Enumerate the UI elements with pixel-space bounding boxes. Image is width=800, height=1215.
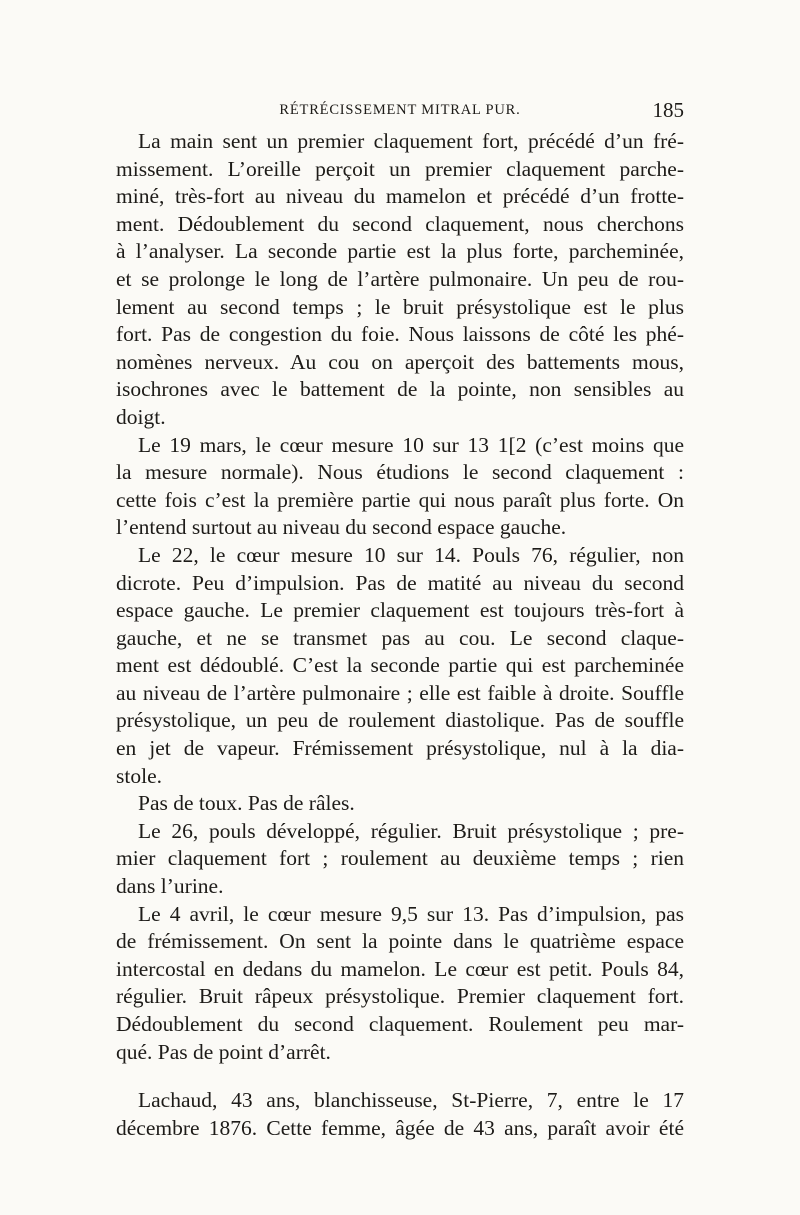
text-line: nomènes nerveux. Au cou on aperçoit des battements mous, (116, 349, 684, 374)
text-line: intercostal en dedans du mamelon. Le cœur est petit. Pouls 84, (116, 956, 684, 981)
text-line: décembre 1876. Cette femme, âgée de 43 ans, paraît avoir été (116, 1115, 684, 1140)
text-line: à l’analyser. La seconde partie est la plus forte, parcheminée, (116, 239, 684, 264)
text-line: Dédoublement du second claquement. Roulement peu mar- (116, 1012, 684, 1036)
paragraph (116, 818, 684, 901)
text-line: la mesure normale). Nous étudions le second claquement : (116, 460, 684, 485)
paragraph (116, 432, 684, 542)
text-line: Pas de toux. Pas de râles. (138, 791, 355, 816)
text-line: Le 4 avril, le cœur mesure 9,5 sur 13. Pas d’impulsion, pas (138, 901, 684, 926)
text-line: La main sent un premier claquement fort, précédé d’un fré- (138, 129, 684, 153)
paragraph (116, 901, 684, 1067)
text-line: gauche, et ne se transmet pas au cou. Le second claque- (116, 625, 684, 650)
paragraph (116, 542, 684, 790)
text-line: espace gauche. Le premier claquement est toujours très-fort à (116, 598, 684, 623)
paragraph (116, 128, 684, 432)
paragraph (116, 790, 684, 818)
text-line: isochrones avec le battement de la pointe, non sensibles au (116, 377, 684, 402)
text-line: régulier. Bruit râpeux présystolique. Premier claquement fort. (116, 984, 684, 1009)
section-gap (116, 1066, 684, 1087)
text-line: Le 19 mars, le cœur mesure 10 sur 13 1[2 (c’est moins que (138, 432, 684, 457)
running-head (116, 98, 684, 122)
text-line: miné, très-fort au niveau du mamelon et précédé d’un frotte- (116, 184, 684, 209)
text-line: Le 26, pouls développé, régulier. Bruit présystolique ; pre- (138, 818, 684, 843)
text-line: qué. Pas de point d’arrêt. (116, 1039, 331, 1064)
text-line: en jet de vapeur. Frémissement présystolique, nul à la dia- (116, 736, 684, 761)
text-line: ment est dédoublé. C’est la seconde partie qui est parcheminée (116, 653, 684, 678)
text-line: Lachaud, 43 ans, blanchisseuse, St-Pierre, 7, entre le 17 (138, 1088, 684, 1113)
paragraph (116, 1087, 684, 1142)
body-text (116, 128, 684, 1142)
text-line: fort. Pas de congestion du foie. Nous laissons de côté les phé- (116, 322, 684, 347)
text-line: dicrote. Peu d’impulsion. Pas de matité au niveau du second (116, 570, 684, 595)
text-line: l’entend surtout au niveau du second espace gauche. (116, 515, 567, 540)
text-line: ment. Dédoublement du second claquement, nous cherchons (116, 211, 684, 236)
text-line: lement au second temps ; le bruit présystolique est le plus (116, 294, 684, 319)
text-line: doigt. (116, 404, 166, 429)
text-line: et se prolonge le long de l’artère pulmonaire. Un peu de rou- (116, 266, 684, 291)
text-line: cette fois c’est la première partie qui nous paraît plus forte. On (116, 487, 684, 512)
running-title: RÉTRÉCISSEMENT MITRAL PUR. (279, 102, 521, 118)
text-line: de frémissement. On sent la pointe dans le quatrième espace (116, 929, 684, 954)
text-line: stole. (116, 763, 162, 788)
page-number: 185 (652, 98, 684, 122)
text-line: dans l’urine. (116, 874, 224, 899)
text-line: Le 22, le cœur mesure 10 sur 14. Pouls 76, régulier, non (138, 542, 684, 567)
text-line: présystolique, un peu de roulement diastolique. Pas de souffle (116, 708, 684, 733)
text-line: au niveau de l’artère pulmonaire ; elle est faible à droite. Souffle (116, 680, 684, 705)
text-line: mier claquement fort ; roulement au deuxième temps ; rien (116, 846, 684, 871)
text-line: missement. L’oreille perçoit un premier claquement parche- (116, 156, 684, 181)
